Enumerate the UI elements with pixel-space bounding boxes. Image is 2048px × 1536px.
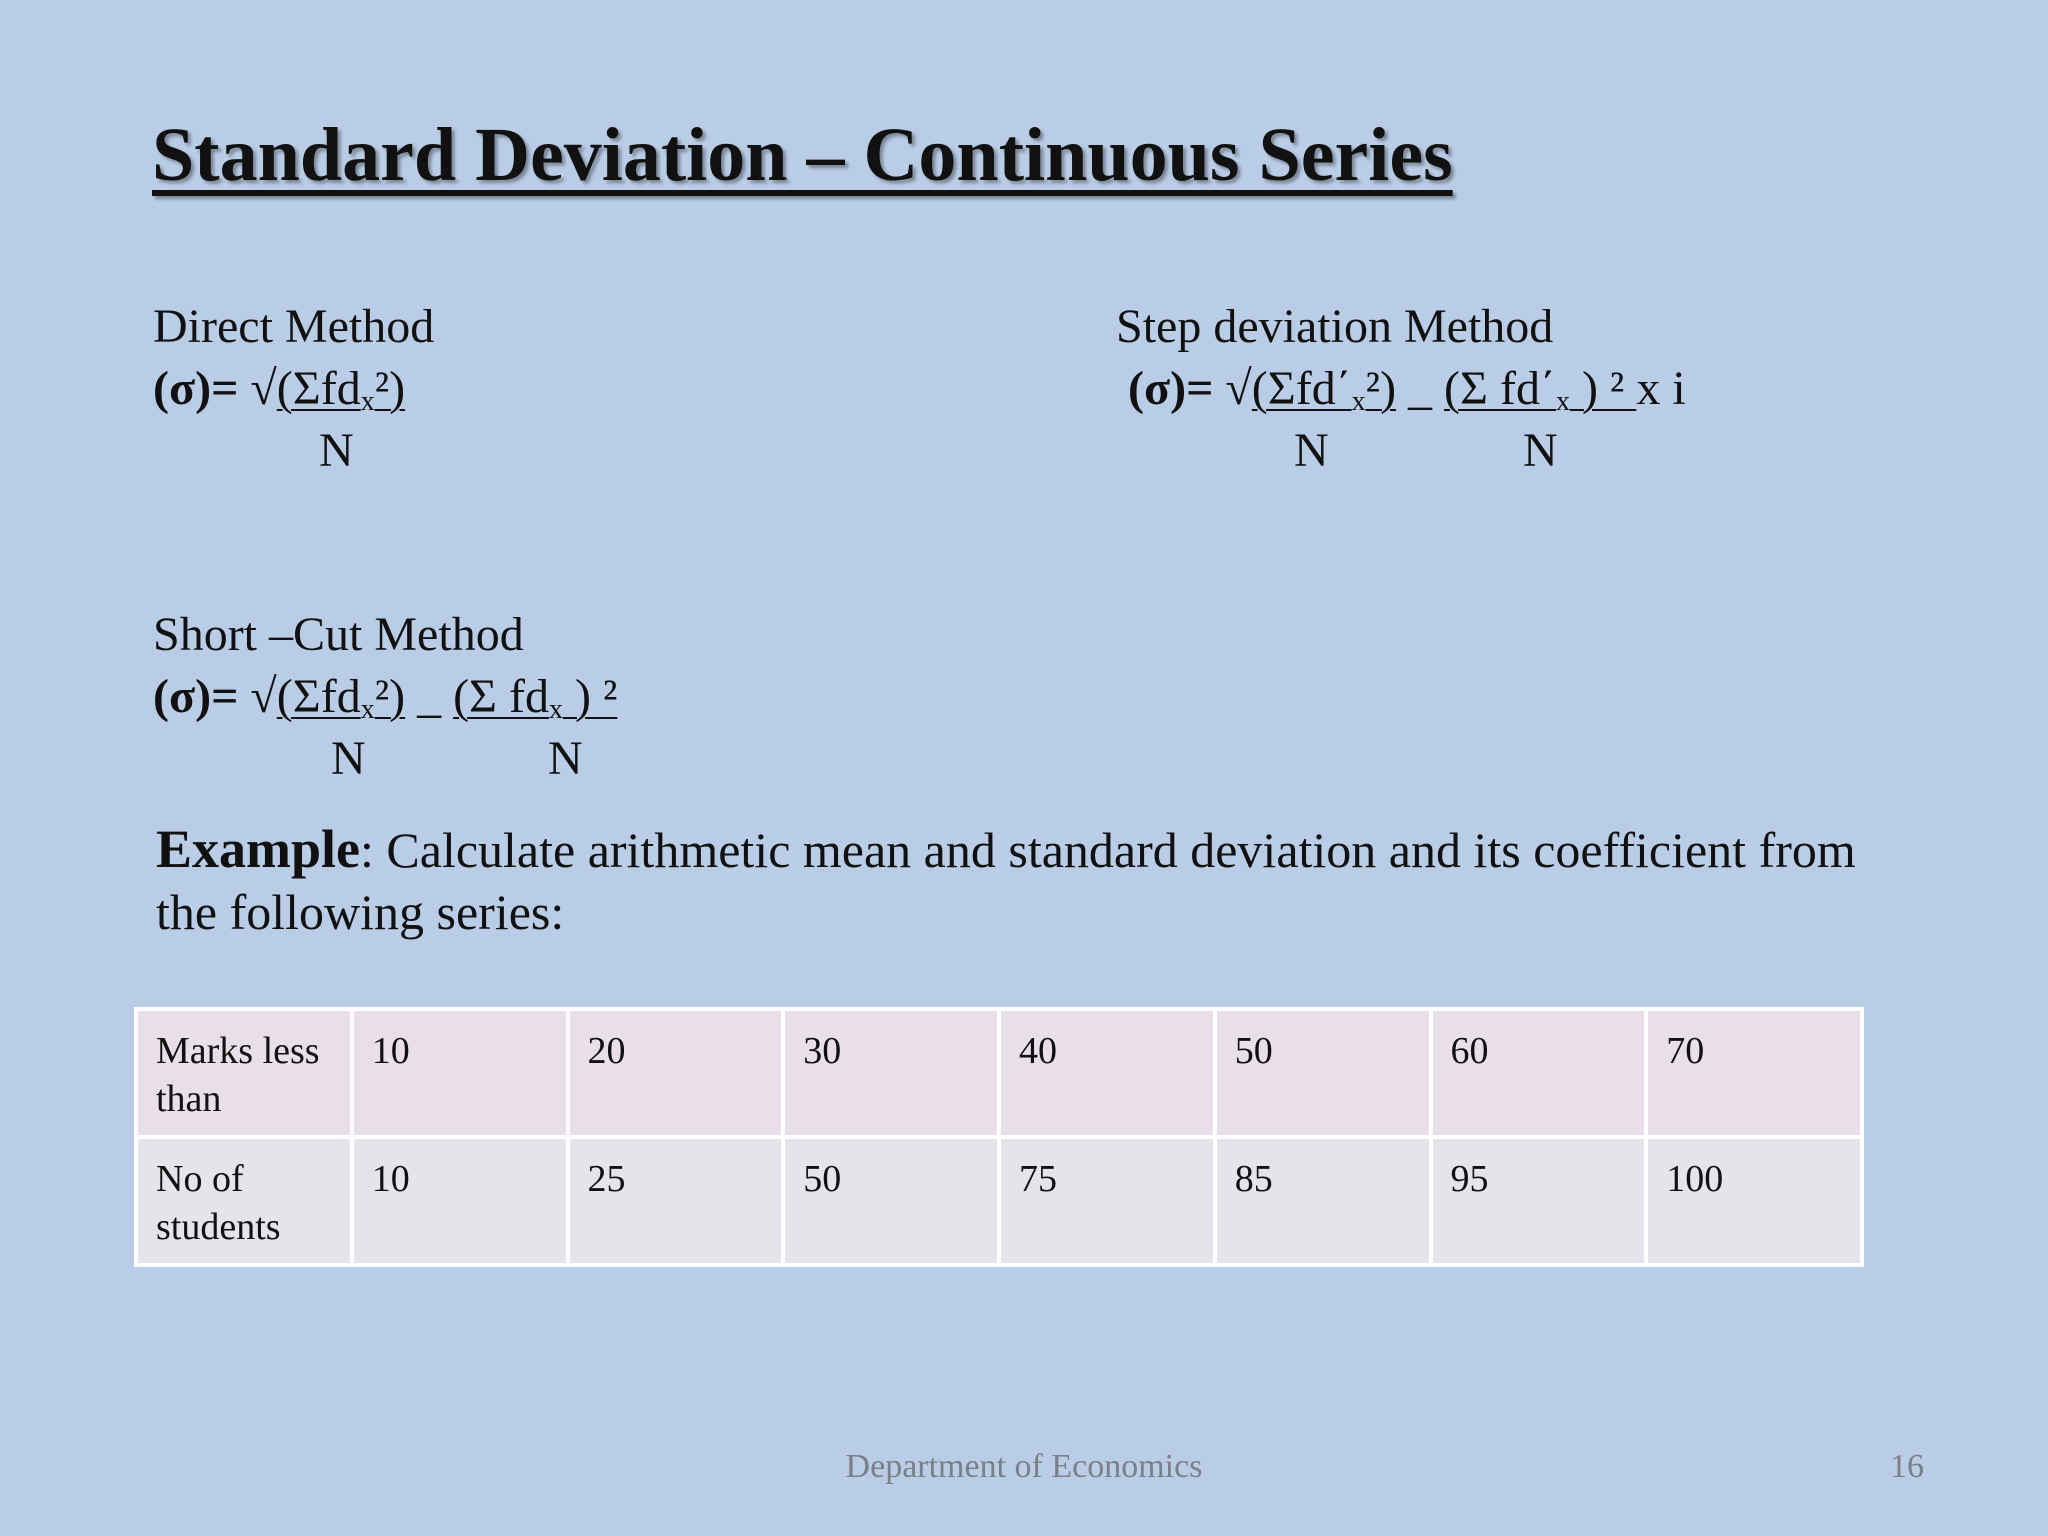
denominator-1: N (1294, 424, 1329, 477)
table-cell: 30 (783, 1009, 999, 1137)
table-cell: 50 (783, 1137, 999, 1265)
example-paragraph (156, 818, 1856, 943)
table-cell: 70 (1646, 1009, 1862, 1137)
direct-method-heading: Direct Method (153, 300, 435, 353)
table-cell: 75 (999, 1137, 1215, 1265)
table-cell: 10 (352, 1137, 568, 1265)
minus-sign: _ (1396, 362, 1445, 415)
table-cell: 40 (999, 1009, 1215, 1137)
data-table (134, 1007, 1864, 1267)
table-cell: 100 (1646, 1137, 1862, 1265)
table-row (136, 1137, 1862, 1265)
footer-text: Department of Economics (845, 1448, 1203, 1485)
sigma-symbol: (σ) (153, 362, 212, 415)
times-i: x i (1636, 362, 1686, 415)
step-method-heading: Step deviation Method (1116, 300, 1554, 353)
table-cell: 10 (352, 1009, 568, 1137)
row-label: Marks less than (136, 1009, 352, 1137)
example-label: Example (156, 819, 361, 879)
slide-title: Standard Deviation – Continuous Series (152, 113, 1453, 197)
shortcut-method-heading: Short –Cut Method (153, 608, 524, 661)
table-cell: 60 (1431, 1009, 1647, 1137)
table-cell: 85 (1215, 1137, 1431, 1265)
table-cell: 20 (568, 1009, 784, 1137)
table-cell: 25 (568, 1137, 784, 1265)
second-term: (Σ $fd΄_x$ ) ² (1444, 362, 1637, 417)
first-term: $(\Sigma fd΄_x^2)$ (1251, 362, 1397, 417)
step-method-block (1116, 296, 1686, 482)
equals-root: = √ (211, 670, 277, 723)
step-method-formula (1116, 358, 1686, 482)
table-cell: 95 (1431, 1137, 1647, 1265)
first-term: (Σfd$_x$²) (276, 670, 406, 725)
equals-root: = √ (1186, 362, 1252, 415)
example-text: : Calculate arithmetic mean and standard deviation and its coefficient from the following series: (156, 822, 1856, 940)
table-row (136, 1009, 1862, 1137)
minus-sign: _ (405, 670, 454, 723)
denominator-2: N (1523, 424, 1558, 477)
shortcut-method-block (153, 604, 618, 790)
equals-root: = √ (211, 362, 277, 415)
denominator: N (319, 424, 354, 477)
numerator: (Σfd$_x$²) (276, 362, 406, 417)
sigma-symbol: (σ) (153, 670, 212, 723)
denominator-2: N (548, 732, 583, 785)
second-term: (Σ $fd_x$ ) ² (453, 670, 618, 725)
page-number: 16 (1890, 1448, 1924, 1485)
table-cell: 50 (1215, 1009, 1431, 1137)
direct-method-formula (153, 358, 434, 482)
direct-method-block (153, 296, 434, 482)
shortcut-method-formula (153, 666, 618, 790)
denominator-1: N (331, 732, 366, 785)
sigma-symbol: (σ) (1128, 362, 1187, 415)
row-label: No of students (136, 1137, 352, 1265)
